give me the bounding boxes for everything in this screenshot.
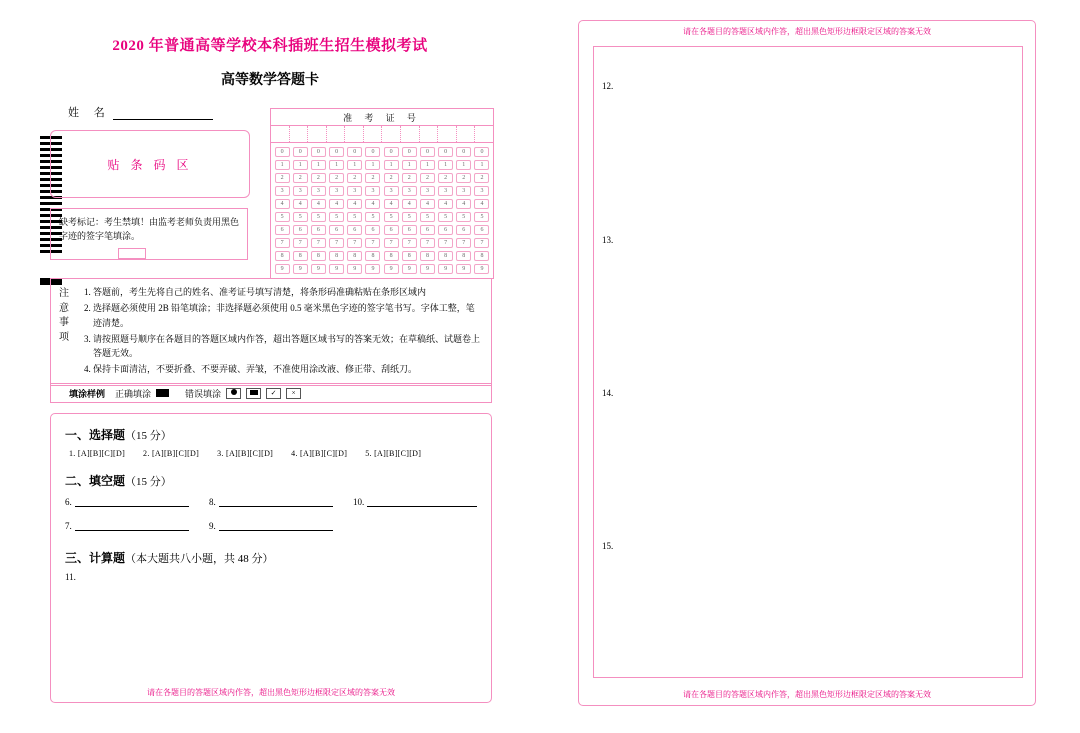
instructions-label: 注 意 事 项 [59,288,69,343]
wrong-fill-sample [185,387,301,400]
exam-number-bubble[interactable]: 9 [273,264,291,274]
section-choice-title [65,426,477,443]
choice-item[interactable]: 5. [A][B][C][D] [365,449,422,458]
exam-number-bubble[interactable]: 3 [382,186,400,196]
name-field-row [68,104,213,120]
half-block-icon [246,388,261,399]
exam-number-bubble[interactable]: 0 [418,147,436,157]
exam-number-bubble[interactable]: 9 [364,264,382,274]
right-header-note: 请在各题目的答题区域内作答，超出黑色矩形边框限定区域的答案无效 [683,27,931,36]
exam-number-bubble[interactable]: 1 [346,160,364,170]
barcode-area-label: 贴 条 码 区 [107,157,193,172]
exam-number-bubble[interactable]: 4 [291,199,309,209]
instructions-box [50,278,492,386]
exam-number-bubble[interactable]: 6 [473,225,491,235]
exam-number-digit-row[interactable] [273,171,491,184]
choice-item[interactable]: 2. [A][B][C][D] [143,449,200,458]
page-subtitle: 高等数学答题卡 [221,73,319,88]
exam-number-bubble[interactable]: 4 [418,199,436,209]
exam-number-bubble[interactable]: 1 [328,160,346,170]
exam-number-digit-row[interactable] [273,262,491,275]
right-answer-region[interactable] [593,46,1023,678]
fill-blank-line[interactable] [219,495,333,507]
exam-number-bubble[interactable]: 9 [455,264,473,274]
fill-blank-number: 8. [209,497,216,507]
exam-number-bubble[interactable]: 7 [309,238,327,248]
right-sheet [578,20,1036,706]
exam-number-bubble[interactable]: 8 [364,251,382,261]
exam-number-bubble[interactable]: 3 [291,186,309,196]
exam-number-bubble[interactable]: 0 [382,147,400,157]
exam-number-bubble[interactable]: 0 [400,147,418,157]
fill-blank-item[interactable] [65,495,189,507]
exam-number-bubble[interactable]: 2 [291,173,309,183]
exam-number-bubble[interactable]: 6 [455,225,473,235]
exam-number-bubble[interactable]: 6 [346,225,364,235]
exam-number-bubble[interactable]: 1 [273,160,291,170]
exam-number-bubble[interactable]: 4 [309,199,327,209]
exam-number-digit-row[interactable] [273,158,491,171]
exam-number-bubble[interactable]: 5 [346,212,364,222]
exam-number-bubble[interactable]: 5 [309,212,327,222]
fill-blank-line[interactable] [219,519,333,531]
fill-sample-label: 填涂样例 [69,388,106,399]
exam-number-bubble[interactable]: 0 [309,147,327,157]
exam-number-bubble[interactable]: 7 [400,238,418,248]
fill-blank-line[interactable] [75,519,189,531]
exam-number-bubble[interactable]: 9 [437,264,455,274]
exam-number-bubble[interactable]: 4 [400,199,418,209]
exam-number-bubble[interactable]: 2 [382,173,400,183]
fill-blank-number: 6. [65,497,72,507]
name-input-line[interactable] [113,107,213,120]
exam-number-bubble[interactable]: 9 [291,264,309,274]
wrong-fill-label: 错误填涂 [185,388,222,399]
fill-blank-number: 10. [353,497,365,507]
exam-number-bubble[interactable]: 5 [455,212,473,222]
exam-number-bubble[interactable]: 5 [400,212,418,222]
exam-number-bubble[interactable]: 7 [437,238,455,248]
exam-number-bubble[interactable]: 6 [437,225,455,235]
exam-number-bubble[interactable]: 9 [346,264,364,274]
fill-sample-bar [50,383,492,403]
absent-mark-bubble[interactable] [118,248,146,259]
exam-number-bubble[interactable]: 2 [309,173,327,183]
exam-number-bubble[interactable]: 1 [400,160,418,170]
exam-number-bubble[interactable]: 0 [328,147,346,157]
exam-number-bubble[interactable]: 5 [328,212,346,222]
exam-number-bubble[interactable]: 3 [328,186,346,196]
calc-question-11: 11. [65,572,76,582]
exam-number-bubble[interactable]: 7 [273,238,291,248]
exam-number-bubble[interactable]: 3 [346,186,364,196]
exam-number-bubble[interactable]: 6 [382,225,400,235]
section-blank-name: 二、填空题 [65,474,126,488]
exam-number-bubble[interactable]: 5 [382,212,400,222]
exam-number-bubble[interactable]: 1 [473,160,491,170]
cross-mark-icon: × [286,388,301,399]
section-calc-title [65,549,477,566]
exam-number-bubble[interactable]: 4 [382,199,400,209]
exam-number-write-row[interactable] [271,126,493,143]
exam-number-bubble[interactable]: 0 [473,147,491,157]
exam-number-bubble[interactable]: 1 [291,160,309,170]
instruction-item: 4. 保持卡面清洁，不要折叠、不要弄破、弄皱，不准使用涂改液、修正带、刮纸刀。 [93,362,483,377]
exam-number-grid [270,108,494,279]
fill-blank-line[interactable] [75,495,189,507]
exam-number-bubble[interactable]: 5 [418,212,436,222]
exam-number-bubble[interactable]: 9 [328,264,346,274]
exam-number-bubble[interactable]: 5 [473,212,491,222]
filled-block-icon [156,389,169,397]
right-footer-note: 请在各题目的答题区域内作答，超出黑色矩形边框限定区域的答案无效 [683,690,931,699]
exam-number-bubble[interactable]: 9 [418,264,436,274]
exam-number-bubble[interactable]: 8 [437,251,455,261]
exam-number-digit-row[interactable] [273,223,491,236]
section-calc-name: 三、计算题 [65,551,126,565]
section-calc-score: （本大题共八小题，共 48 分） [125,553,274,565]
exam-number-bubble[interactable]: 5 [273,212,291,222]
exam-number-bubble[interactable]: 3 [455,186,473,196]
exam-number-bubble[interactable]: 4 [273,199,291,209]
exam-number-bubble[interactable]: 7 [291,238,309,248]
exam-number-bubble[interactable]: 2 [328,173,346,183]
choice-item[interactable]: 1. [A][B][C][D] [69,449,126,458]
exam-number-digit-row[interactable] [273,197,491,210]
instruction-item: 3. 请按照题号顺序在各题目的答题区域内作答，超出答题区域书写的答案无效；在草稿纸、试题卷上答题无效。 [93,332,483,362]
right-question-number: 13. [602,235,614,245]
fill-blank-item[interactable] [209,495,333,507]
exam-number-bubble[interactable]: 2 [455,173,473,183]
exam-number-bubble[interactable]: 2 [418,173,436,183]
exam-number-digit-row[interactable] [273,184,491,197]
fill-blank-item[interactable] [353,495,477,507]
exam-number-digit-row[interactable] [273,210,491,223]
right-question-number: 14. [602,388,614,398]
exam-number-bubble[interactable]: 8 [291,251,309,261]
exam-number-bubble[interactable]: 6 [418,225,436,235]
exam-number-bubble[interactable]: 3 [418,186,436,196]
exam-number-bubble[interactable]: 6 [400,225,418,235]
section-choice-name: 一、选择题 [65,428,126,442]
exam-number-bubble[interactable]: 1 [437,160,455,170]
left-sheet [40,8,500,708]
exam-number-bubbles[interactable] [271,143,493,278]
fill-blank-row [65,495,477,507]
absent-mark-note [50,208,248,260]
exam-number-bubble[interactable]: 4 [437,199,455,209]
check-mark-icon: ✓ [266,388,281,399]
exam-number-bubble[interactable]: 2 [273,173,291,183]
exam-number-bubble[interactable]: 6 [328,225,346,235]
choice-item[interactable]: 3. [A][B][C][D] [217,449,274,458]
instruction-item: 1. 答题前，考生先将自己的姓名、准考证号填写清楚，将条形码准确粘贴在条形区域内 [93,285,483,300]
exam-number-bubble[interactable]: 8 [328,251,346,261]
absent-mark-text: 缺考标记：考生禁填！由监考老师负责用黑色字迹的签字笔填涂。 [59,217,240,242]
exam-number-bubble[interactable]: 7 [328,238,346,248]
exam-number-bubble[interactable]: 2 [473,173,491,183]
exam-number-bubble[interactable]: 7 [473,238,491,248]
exam-number-bubble[interactable]: 1 [382,160,400,170]
exam-number-bubble[interactable]: 8 [273,251,291,261]
exam-number-bubble[interactable]: 0 [346,147,364,157]
exam-number-bubble[interactable]: 4 [346,199,364,209]
barcode-area [50,130,250,198]
page-title: 2020 年普通高等学校本科插班生招生模拟考试 [112,38,428,54]
exam-number-bubble[interactable]: 1 [455,160,473,170]
exam-number-bubble[interactable]: 7 [382,238,400,248]
exam-number-bubble[interactable]: 7 [418,238,436,248]
exam-number-bubble[interactable]: 4 [328,199,346,209]
choice-item[interactable]: 4. [A][B][C][D] [291,449,348,458]
exam-number-bubble[interactable]: 6 [273,225,291,235]
exam-number-bubble[interactable]: 8 [346,251,364,261]
exam-number-bubble[interactable]: 7 [455,238,473,248]
exam-number-bubble[interactable]: 0 [455,147,473,157]
multiple-choice-rows[interactable] [69,449,477,458]
exam-number-bubble[interactable]: 6 [291,225,309,235]
instructions-list [77,279,491,385]
right-question-number: 12. [602,81,614,91]
exam-number-bubble[interactable]: 3 [364,186,382,196]
exam-number-bubble[interactable]: 8 [418,251,436,261]
exam-number-bubble[interactable]: 5 [437,212,455,222]
exam-number-bubble[interactable]: 7 [364,238,382,248]
exam-number-bubble[interactable]: 0 [273,147,291,157]
exam-number-bubble[interactable]: 1 [364,160,382,170]
fill-blank-rows[interactable] [65,495,477,531]
name-label: 姓 名 [68,107,111,119]
instruction-item: 2. 选择题必须使用 2B 铅笔填涂；非选择题必须使用 0.5 毫米黑色字迹的签字笔书写。字体工整，笔迹清楚。 [93,301,483,331]
exam-number-bubble[interactable]: 4 [364,199,382,209]
exam-number-bubble[interactable]: 2 [364,173,382,183]
exam-number-bubble[interactable]: 3 [400,186,418,196]
fill-blank-item[interactable] [65,519,189,531]
exam-number-bubble[interactable]: 0 [364,147,382,157]
exam-number-digit-row[interactable] [273,249,491,262]
fill-blank-number: 7. [65,521,72,531]
exam-number-bubble[interactable]: 2 [437,173,455,183]
exam-number-bubble[interactable]: 9 [382,264,400,274]
section-choice-score: （15 分） [125,430,172,442]
exam-number-bubble[interactable]: 7 [346,238,364,248]
correct-fill-sample [115,387,169,400]
exam-number-bubble[interactable]: 8 [309,251,327,261]
exam-number-bubble[interactable]: 2 [400,173,418,183]
left-answer-region [50,413,492,703]
exam-number-bubble[interactable]: 4 [455,199,473,209]
exam-number-bubble[interactable]: 1 [418,160,436,170]
right-question-number: 15. [602,541,614,551]
exam-number-bubble[interactable]: 2 [346,173,364,183]
exam-number-bubble[interactable]: 3 [473,186,491,196]
section-blank-title [65,472,477,489]
fill-blank-line[interactable] [367,495,477,507]
fill-blank-row [65,519,477,531]
exam-number-bubble[interactable]: 0 [437,147,455,157]
exam-number-bubble[interactable]: 4 [473,199,491,209]
exam-number-bubble[interactable]: 8 [473,251,491,261]
correct-fill-label: 正确填涂 [115,388,152,399]
exam-number-bubble[interactable]: 9 [473,264,491,274]
exam-number-bubble[interactable]: 8 [400,251,418,261]
exam-number-bubble[interactable]: 3 [437,186,455,196]
fill-blank-item[interactable] [209,519,333,531]
exam-number-title: 准 考 证 号 [271,109,493,126]
exam-number-bubble[interactable]: 3 [273,186,291,196]
exam-number-bubble[interactable]: 6 [364,225,382,235]
dot-mark-icon [226,388,241,399]
exam-number-bubble[interactable]: 6 [309,225,327,235]
exam-number-bubble[interactable]: 0 [291,147,309,157]
exam-number-bubble[interactable]: 8 [455,251,473,261]
exam-number-bubble[interactable]: 9 [400,264,418,274]
exam-number-bubble[interactable]: 9 [309,264,327,274]
fill-blank-number: 9. [209,521,216,531]
exam-number-bubble[interactable]: 8 [382,251,400,261]
exam-number-bubble[interactable]: 1 [309,160,327,170]
section-blank-score: （15 分） [125,476,172,488]
exam-number-bubble[interactable]: 5 [364,212,382,222]
exam-number-digit-row[interactable] [273,236,491,249]
exam-number-bubble[interactable]: 5 [291,212,309,222]
left-footer-note: 请在各题目的答题区域内作答，超出黑色矩形边框限定区域的答案无效 [147,688,395,697]
exam-number-bubble[interactable]: 3 [309,186,327,196]
exam-number-digit-row[interactable] [273,145,491,158]
